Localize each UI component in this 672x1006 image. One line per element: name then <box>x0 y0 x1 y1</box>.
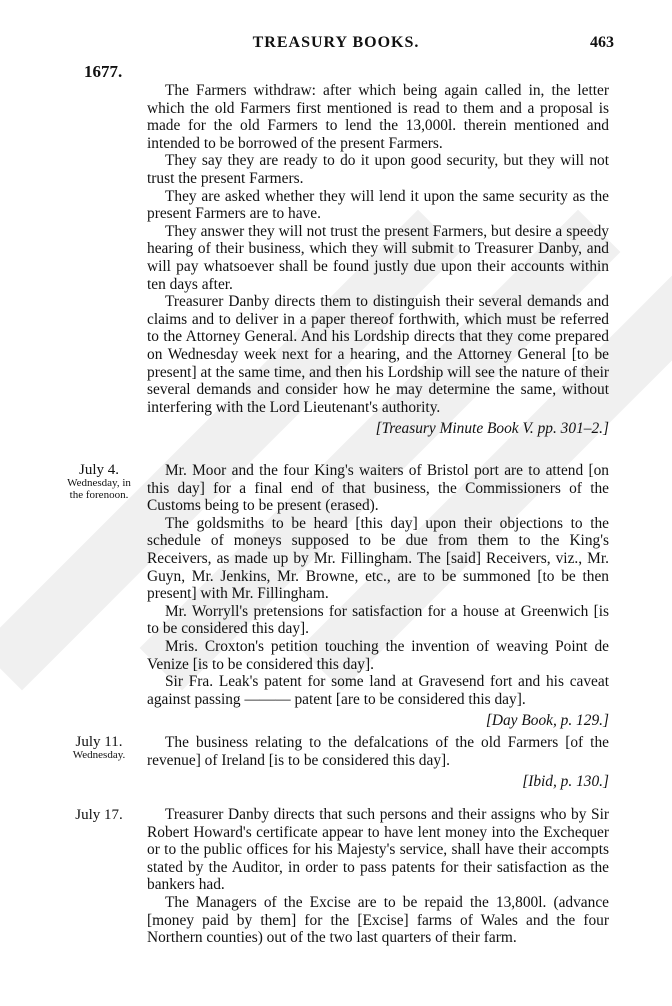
citation-text: [Treasury Minute Book V. pp. 301–2.] <box>375 420 609 438</box>
paragraph: The Farmers withdraw: after which being again called in, the letter which the old Farmers first mentioned is read to them and a proposal is made for the old Farmers to lend the 13,000l. therein mentioned and intended to be borrowed of the present Farmers. <box>147 82 609 152</box>
margin-date-july-4 <box>60 463 138 501</box>
date: July 17. <box>75 807 123 823</box>
date: July 11. <box>75 734 123 750</box>
citation <box>147 773 609 791</box>
margin-date-july-17 <box>60 808 138 822</box>
page-number: 463 <box>590 34 614 51</box>
paragraph: The business relating to the defalcations of the old Farmers [of the revenue] of Ireland [is to be considered this day]. <box>147 734 609 769</box>
running-title: TREASURY BOOKS. <box>252 34 420 51</box>
paragraph: They answer they will not trust the present Farmers, but desire a speedy hearing of their business, which they will submit to Treasurer Danby, and will pay whatsoever shall be found justly due upon their accounts within ten days after. <box>147 222 609 293</box>
citation <box>147 420 609 438</box>
paragraph: They are asked whether they will lend it upon the same security as the present Farmers are to have. <box>147 187 609 223</box>
citation-text: [Day Book, p. 129.] <box>485 712 609 730</box>
paragraph: Mr. Worryll's pretensions for satisfaction for a house at Greenwich [is to be considered this day]. <box>147 602 609 638</box>
entry-july-17 <box>147 806 609 947</box>
margin-year: 1677. <box>84 62 123 81</box>
citation <box>147 712 609 730</box>
entry-july-4 <box>147 462 609 730</box>
date-note: Wednesday, in the forenoon. <box>67 477 131 501</box>
paragraph: Treasurer Danby directs them to distinguish their several demands and claims and to deliver in a paper thereof forthwith, which must be referred to the Attorney General. And his Lordship directs that they come prepared on Wednesday week next for a hearing, and the Attorney General [to be present] at the same time, and then his Lordship will see the nature of their several demands and consider how he may determine the same, without interfering with the Lord Lieutenant's authority. <box>147 293 609 416</box>
margin-date-july-11 <box>60 735 138 761</box>
page-header <box>0 30 672 54</box>
entry-july-11 <box>147 734 609 791</box>
paragraph: The Managers of the Excise are to be repaid the 13,800l. (advance [money paid by them] for the [Excise] farms of Wales and the four Northern counties) out of the two last quarters of their farm. <box>147 893 609 947</box>
date: July 4. <box>78 462 119 478</box>
paragraph: Sir Fra. Leak's patent for some land at Gravesend fort and his caveat against passing ——— patent [are to be considered this day]. <box>147 673 609 708</box>
entry-farmers-hearing <box>147 82 609 438</box>
paragraph: Treasurer Danby directs that such persons and their assigns who by Sir Robert Howard's certificate appear to have lent money into the Exchequer or to the public offices for his Majesty's service, shall have their accompts stated by the Auditor, in order to pass patents for their satisfaction as the bankers had. <box>147 806 609 894</box>
paragraph: Mr. Moor and the four King's waiters of Bristol port are to attend [on this day] for a final end of that business, the Commissioners of the Customs being to be present (erased). <box>147 462 609 515</box>
paragraph: They say they are ready to do it upon good security, but they will not trust the present Farmers. <box>147 152 609 187</box>
date-note: Wednesday. <box>72 749 126 761</box>
paragraph: Mris. Croxton's petition touching the invention of weaving Point de Venize [is to be considered this day]. <box>147 637 609 673</box>
paragraph: The goldsmiths to be heard [this day] upon their objections to the schedule of moneys supposed to be due from them to the King's Receivers, as made up by Mr. Fillingham. The [said] Receivers, viz., Mr. Guyn, Mr. Jenkins, Mr. Browne, etc., are to be summoned [to be then present] with Mr. Fillingham. <box>147 514 609 603</box>
citation-text: [Ibid, p. 130.] <box>522 773 609 791</box>
